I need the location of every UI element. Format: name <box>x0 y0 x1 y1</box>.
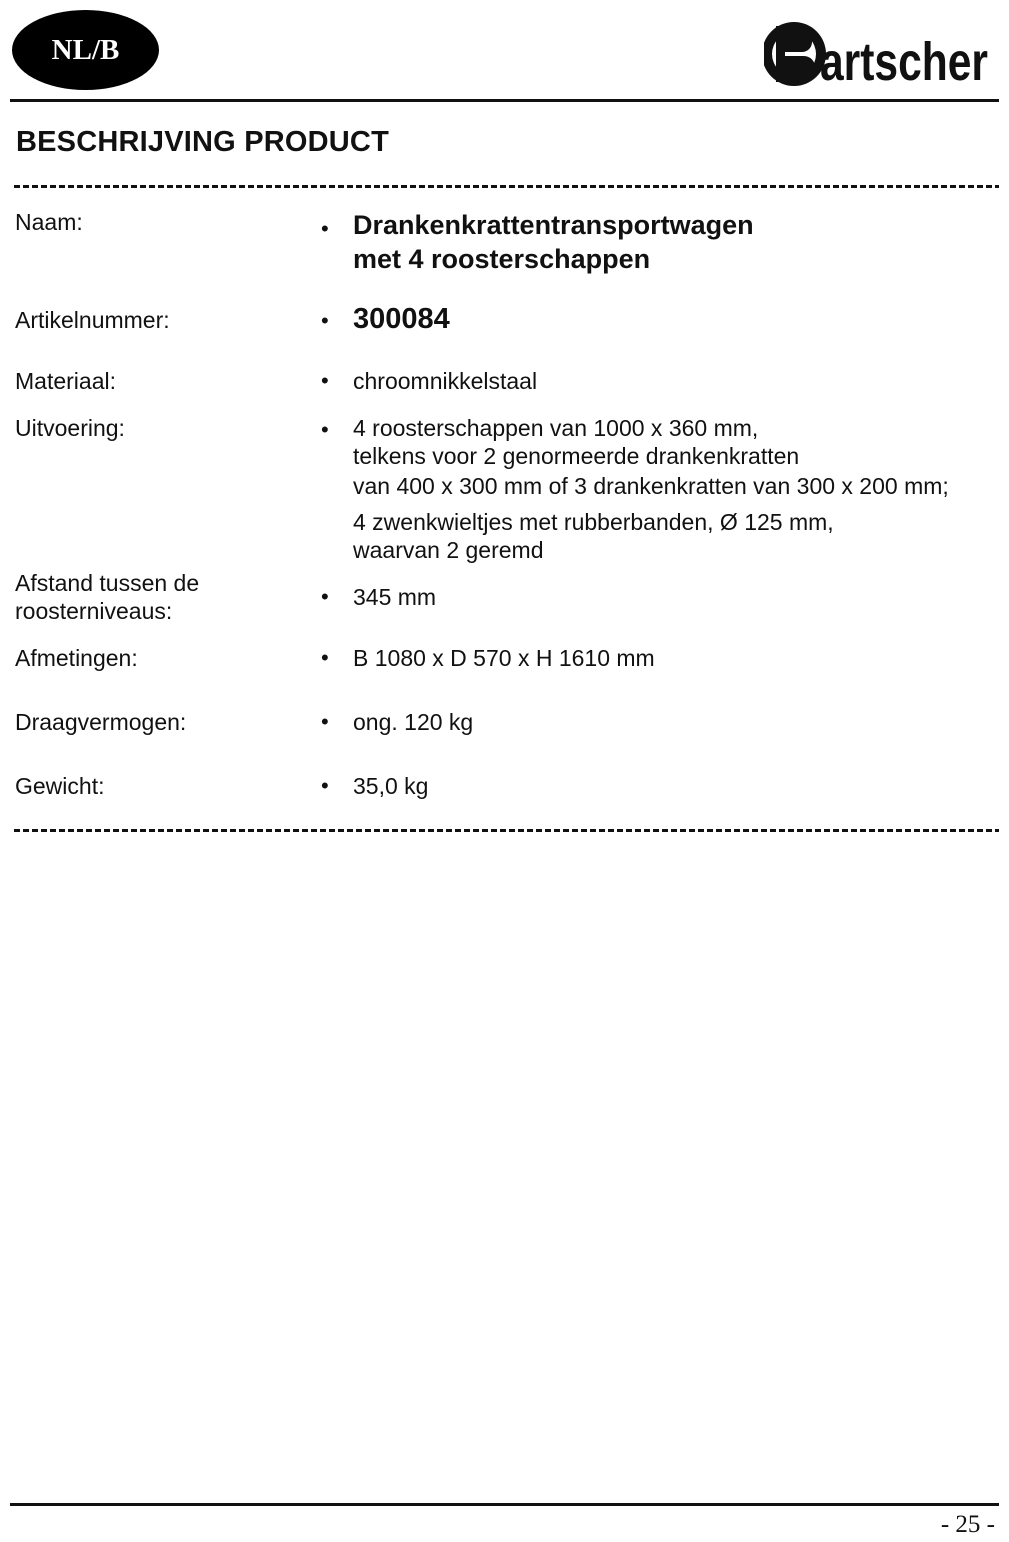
dashed-separator-bottom <box>14 829 999 832</box>
bullet: • <box>321 584 329 609</box>
value-afmetingen: B 1080 x D 570 x H 1610 mm <box>353 645 655 671</box>
value-uitvoering-line-4: 4 zwenkwieltjes met rubberbanden, Ø 125 mm, <box>353 509 834 535</box>
page-number: - 25 - <box>940 1511 995 1538</box>
label-afmetingen: Afmetingen: <box>15 645 138 671</box>
value-materiaal: chroomnikkelstaal <box>353 368 538 394</box>
label-afstand-line-1: Afstand tussen de <box>15 570 200 596</box>
bullet: • <box>321 709 329 734</box>
section-title: BESCHRIJVING PRODUCT <box>16 126 389 158</box>
bullet: • <box>321 773 329 798</box>
value-afstand: 345 mm <box>353 584 437 610</box>
bullet: • <box>321 308 329 333</box>
article-number: 300084 <box>353 303 450 335</box>
bullet: • <box>321 645 329 670</box>
bullet: • <box>321 417 329 442</box>
product-name-line-1: Drankenkrattentransportwagen <box>353 210 754 240</box>
value-draagvermogen: ong. 120 kg <box>353 709 474 735</box>
label-uitvoering: Uitvoering: <box>15 415 125 441</box>
value-uitvoering-line-1: 4 roosterschappen van 1000 x 360 mm, <box>353 415 759 441</box>
product-name-line-2: met 4 roosterschappen <box>353 244 651 274</box>
bullet: • <box>321 368 329 393</box>
footer-rule <box>10 1503 999 1506</box>
label-naam: Naam: <box>15 209 83 235</box>
value-gewicht: 35,0 kg <box>353 773 429 799</box>
label-draagvermogen: Draagvermogen: <box>15 709 187 735</box>
label-gewicht: Gewicht: <box>15 773 105 799</box>
bullet: • <box>321 216 329 241</box>
dashed-separator-top <box>14 185 999 188</box>
header-rule <box>10 99 999 102</box>
label-afstand-line-2: roosterniveaus: <box>15 598 173 624</box>
label-artikelnummer: Artikelnummer: <box>15 307 170 333</box>
value-uitvoering-line-2: telkens voor 2 genormeerde drankenkratten <box>353 443 800 469</box>
bartscher-logo <box>764 16 990 92</box>
value-uitvoering-line-3: van 400 x 300 mm of 3 drankenkratten van 300 x 200 mm; <box>353 473 949 499</box>
svg-text:artscher: artscher <box>820 32 988 92</box>
value-uitvoering-line-5: waarvan 2 geremd <box>353 537 544 563</box>
language-badge: NL/B <box>12 10 159 90</box>
label-materiaal: Materiaal: <box>15 368 116 394</box>
